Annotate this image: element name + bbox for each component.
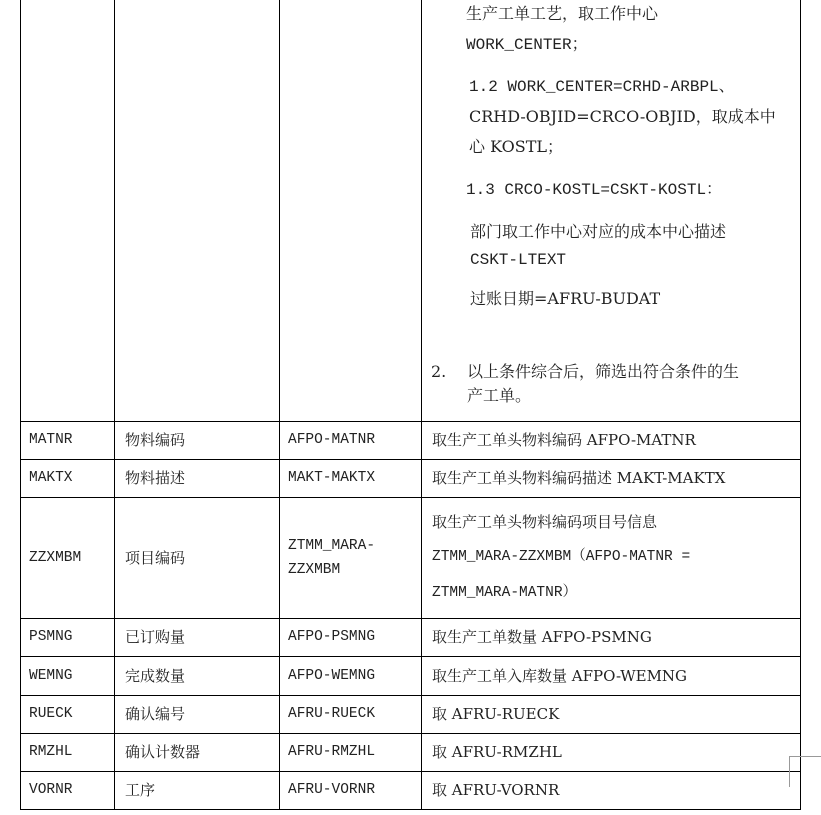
desc-line: 取生产工单头物料编码项目号信息 xyxy=(432,513,658,531)
source-line: ZZXMBM xyxy=(288,561,341,578)
field-name: 工序 xyxy=(115,772,280,810)
table-row xyxy=(21,422,801,460)
field-source: AFRU-RUECK xyxy=(280,696,422,734)
field-description: 取 AFRU-VORNR xyxy=(422,772,801,810)
field-source: AFPO-PSMNG xyxy=(280,619,422,657)
field-code: RUECK xyxy=(21,696,115,734)
field-name: 已订购量 xyxy=(115,619,280,657)
field-description: 取 AFRU-RMZHL xyxy=(422,734,801,772)
field-source: AFRU-RMZHL xyxy=(280,734,422,772)
desc-line: ZTMM_MARA-MATNR） xyxy=(432,585,578,601)
table-row xyxy=(21,498,801,619)
field-code: MAKTX xyxy=(21,460,115,498)
field-source: AFPO-MATNR xyxy=(280,422,422,460)
field-name: 确认计数器 xyxy=(115,734,280,772)
field-description: 取生产工单数量 AFPO-PSMNG xyxy=(422,619,801,657)
text-line: 以上条件综合后，筛选出符合条件的生 xyxy=(467,362,740,381)
field-source: AFPO-WEMNG xyxy=(280,657,422,696)
field-source: AFRU-VORNR xyxy=(280,772,422,810)
source-line: ZTMM_MARA- xyxy=(288,537,376,554)
field-description: 取 AFRU-RUECK xyxy=(422,696,801,734)
text-line: 过账日期=AFRU-BUDAT xyxy=(470,289,661,308)
field-name: 确认编号 xyxy=(115,696,280,734)
text-line: 部门取工作中心对应的成本中心描述 xyxy=(470,222,727,241)
field-code: VORNR xyxy=(21,772,115,810)
field-code: PSMNG xyxy=(21,619,115,657)
list-number: 2. xyxy=(431,362,447,381)
text-line: 心 KOSTL； xyxy=(469,137,563,156)
text-line: 产工单。 xyxy=(467,386,532,405)
page-corner-marker xyxy=(789,756,821,787)
table-row xyxy=(21,619,801,657)
table-row xyxy=(21,696,801,734)
field-description: 取生产工单入库数量 AFPO-WEMNG xyxy=(422,657,801,696)
text-line: CSKT-LTEXT xyxy=(470,251,567,269)
table-row xyxy=(21,0,801,422)
field-description: 取生产工单头物料编码 AFPO-MATNR xyxy=(422,422,801,460)
desc-line: ZTMM_MARA-ZZXMBM（AFPO-MATNR = xyxy=(432,549,691,565)
field-name: 物料编码 xyxy=(115,422,280,460)
field-name: 完成数量 xyxy=(115,657,280,696)
field-code: RMZHL xyxy=(21,734,115,772)
field-source xyxy=(280,498,422,619)
field-mapping-table xyxy=(20,0,801,810)
text-line: 生产工单工艺，取工作中心 xyxy=(466,4,659,23)
table-row xyxy=(21,657,801,696)
table-cell xyxy=(21,0,115,422)
table-row xyxy=(21,772,801,810)
table-row xyxy=(21,734,801,772)
field-description xyxy=(422,498,801,619)
table-row xyxy=(21,460,801,498)
field-name: 物料描述 xyxy=(115,460,280,498)
table-cell xyxy=(280,0,422,422)
field-code: WEMNG xyxy=(21,657,115,696)
field-code: MATNR xyxy=(21,422,115,460)
field-source: MAKT-MAKTX xyxy=(280,460,422,498)
text-line: 1.2 WORK_CENTER=CRHD-ARBPL、 xyxy=(469,78,735,96)
table-cell xyxy=(115,0,280,422)
field-description: 取生产工单头物料编码描述 MAKT-MAKTX xyxy=(422,460,801,498)
logic-description-cell xyxy=(422,0,801,422)
text-line: WORK_CENTER； xyxy=(466,36,588,54)
text-line: 1.3 CRCO-KOSTL=CSKT-KOSTL： xyxy=(466,181,723,199)
field-name: 项目编码 xyxy=(115,498,280,619)
text-line: CRHD-OBJID=CRCO-OBJID，取成本中 xyxy=(469,107,776,126)
field-code: ZZXMBM xyxy=(21,498,115,619)
